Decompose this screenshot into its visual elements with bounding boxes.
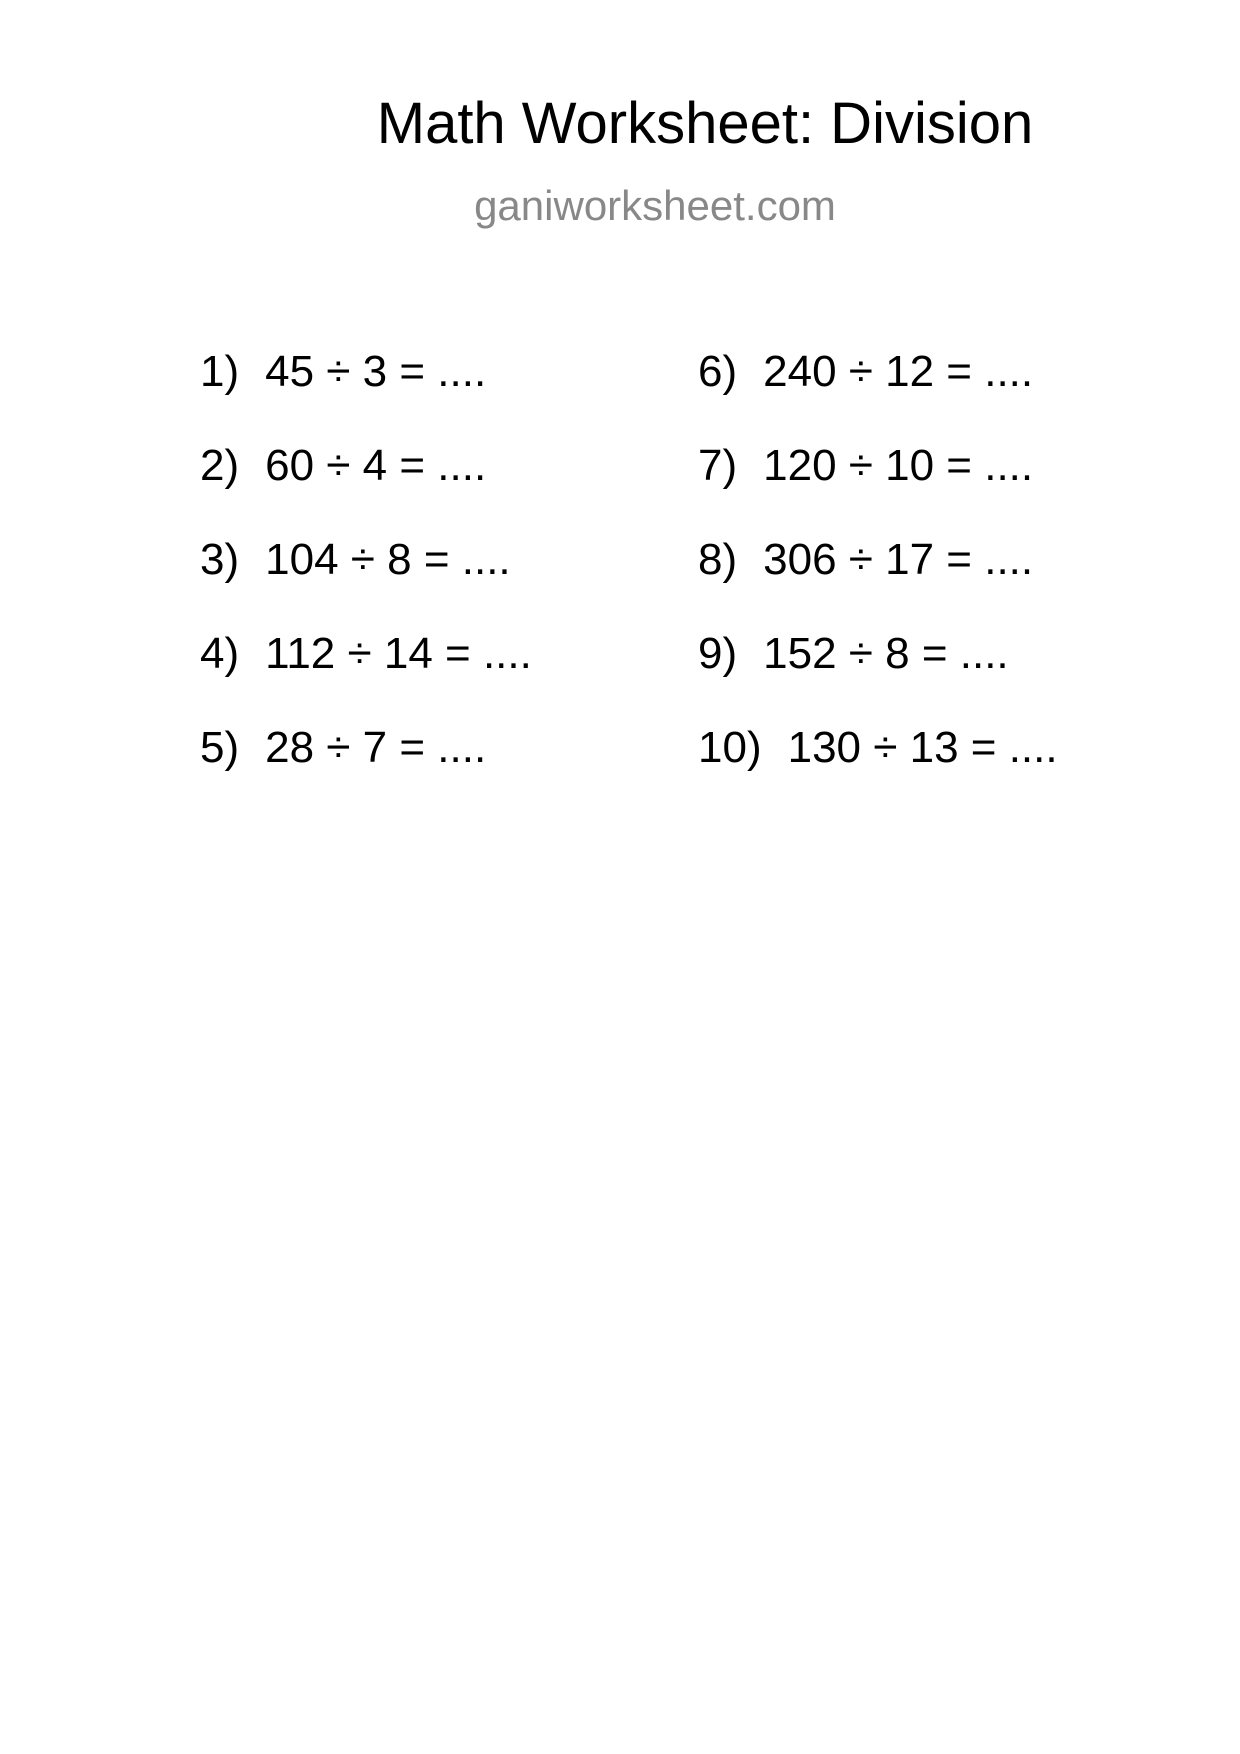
problem-number: 9) [698,629,738,678]
problem-expression: 45 ÷ 3 = .... [265,347,487,396]
page-title: Math Worksheet: Division [376,91,1034,156]
problem-expression: 60 ÷ 4 = .... [265,441,487,490]
problem-expression: 130 ÷ 13 = .... [787,723,1058,772]
problem-8 [698,535,1058,632]
problem-expression: 306 ÷ 17 = .... [763,535,1034,584]
problem-expression: 104 ÷ 8 = .... [265,535,511,584]
problems-left-column [200,347,532,820]
problem-number: 7) [698,441,738,490]
problem-number: 3) [200,535,240,584]
problem-4 [200,629,532,726]
problem-10 [698,723,1058,820]
problem-number: 8) [698,535,738,584]
problem-6 [698,347,1058,444]
problem-7 [698,441,1058,538]
problem-expression: 112 ÷ 14 = .... [265,629,532,678]
problem-5 [200,723,532,820]
problem-number: 1) [200,347,240,396]
problem-number: 5) [200,723,240,772]
problem-number: 2) [200,441,240,490]
problem-expression: 152 ÷ 8 = .... [763,629,1009,678]
problem-expression: 28 ÷ 7 = .... [265,723,487,772]
problem-number: 10) [698,723,762,772]
problem-number: 6) [698,347,738,396]
problem-expression: 240 ÷ 12 = .... [763,347,1034,396]
problem-expression: 120 ÷ 10 = .... [763,441,1034,490]
problem-number: 4) [200,629,240,678]
problem-2 [200,441,532,538]
website-url: ganiworksheet.com [474,182,836,229]
problem-3 [200,535,532,632]
problem-1 [200,347,532,444]
problem-9 [698,629,1058,726]
problems-right-column [698,347,1058,820]
